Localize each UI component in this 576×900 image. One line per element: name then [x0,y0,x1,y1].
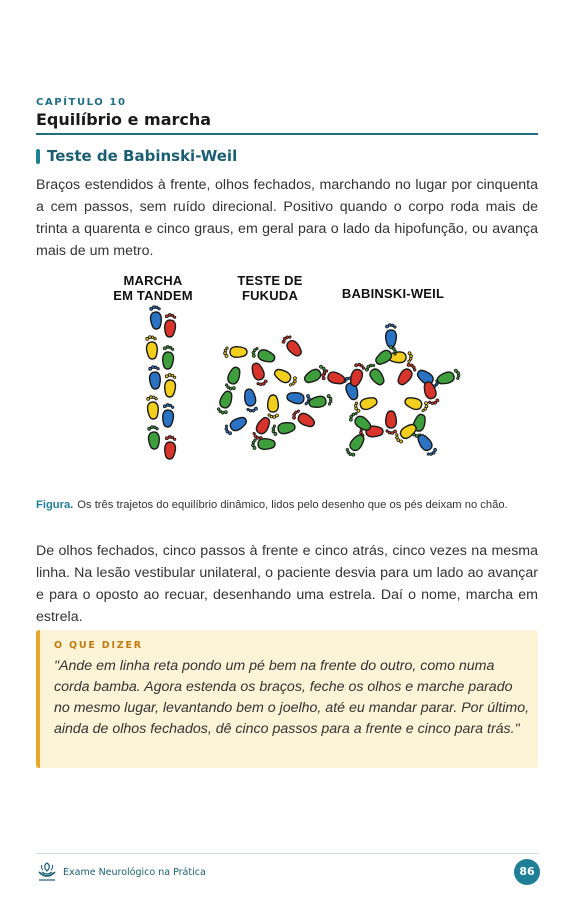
fukuda-footprint [250,362,268,388]
tandem-footprint [162,345,174,369]
star-footprint [393,422,418,445]
chapter-label: CAPÍTULO 10 [36,97,127,108]
star-footprint [386,411,397,434]
star-footprint [320,369,346,387]
caption-label: Figura. [36,499,74,511]
page-number: 86 [514,859,540,885]
fukuda-footprint [271,421,296,436]
fukuda-footprint [252,439,275,450]
footer-book-title: Exame Neurológico na Prática [63,867,206,878]
tandem-footprint [149,365,161,389]
fukuda-footprint [308,394,333,409]
tandem-footprints [146,305,177,459]
label-tandem-2: EM TANDEM [113,288,193,303]
star-footprints [320,324,461,458]
header-divider [36,133,538,135]
fukuda-footprint [216,390,234,416]
paragraph-intro: Braços estendidos à frente, olhos fechados, marchando no lugar por cinquenta a cem passos, sem ruído direcional. Positivo quando o corpo roda mais de trinta a quarenta e cinco graus, em geral para o lado da hipofunção, ou avança mais de um metro. [36,177,538,259]
fukuda-footprints [216,334,333,450]
star-footprint [386,324,397,347]
tandem-footprint [148,425,160,449]
star-footprint [395,362,418,387]
tandem-footprint [147,395,159,419]
label-fukuda-1: TESTE DE [237,273,303,288]
star-footprint [436,368,462,386]
tandem-footprint [162,403,174,427]
footer-divider [36,853,538,854]
tandem-footprint [150,305,162,329]
tandem-footprint [164,435,176,459]
fukuda-footprint [268,395,279,418]
fukuda-footprint [251,416,272,442]
label-babinski: BABINSKI-WEIL [341,286,445,301]
footprints-illustration [108,268,468,482]
paragraph-star: De olhos fechados, cinco passos à frente e cinco atrás, cinco vezes na mesma linha. Na lesão vestibular unilateral, o paciente desvia para um lado ao avançar e para o oposto ao recuar, desenhando uma estrela. Daí o nome, marcha em estrela. [36,543,538,625]
caption-text: Os três trajetos do equilíbrio dinâmico, lidos pelo desenho que os pés deixam no chão. [77,499,508,511]
label-fukuda-2: FUKUDA [241,288,299,303]
fukuda-footprint [251,346,277,364]
book-logo-icon [36,862,58,882]
tandem-footprint [164,373,176,397]
figure-caption [36,497,538,513]
callout-quote: "Ande em linha reta pondo um pé bem na frente do outro, como numa corda bamba. Agora estenda os braços, feche os olhos e marche parado no mesmo lugar, levantando bem o joelho, até eu mandar parar. Por último, ainda de olhos fechados, dê cinco passos para a frente e cinco para trás." [54,658,530,737]
star-footprint [344,432,367,457]
star-footprint [389,352,412,363]
gait-figure [108,268,468,482]
star-footprint [404,395,430,413]
star-footprint [364,362,387,387]
tandem-footprint [146,335,158,359]
callout-title: O QUE DIZER [54,640,143,651]
star-footprint [415,432,438,457]
label-tandem-1: MARCHA [123,273,183,288]
fukuda-footprint [281,334,304,359]
fukuda-footprint [273,367,299,388]
tandem-footprint [164,313,176,337]
fukuda-footprint [243,388,258,413]
fukuda-footprint [224,347,247,358]
star-footprint [348,362,366,388]
what-to-say-callout [36,630,538,768]
fukuda-footprint [223,415,249,436]
section-title: Teste de Babinski-Weil [47,147,238,165]
section-marker [36,149,40,164]
chapter-title: Equilíbrio e marcha [36,110,212,129]
fukuda-footprint [224,366,242,392]
fukuda-footprint [286,391,311,406]
